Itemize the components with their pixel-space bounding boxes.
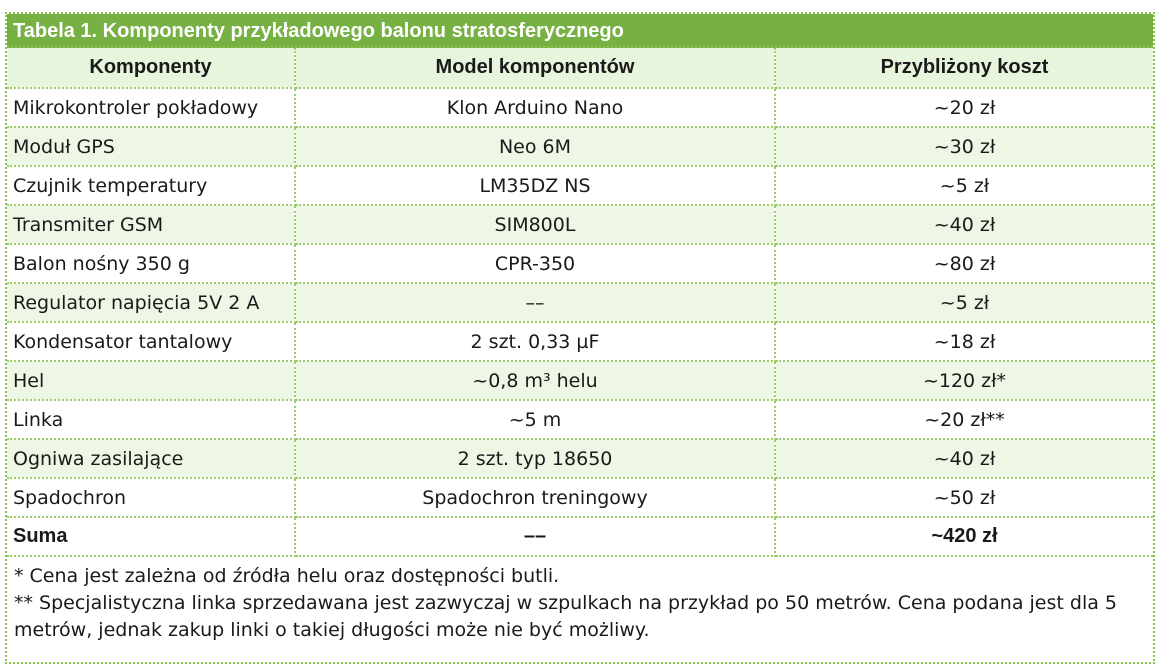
cell-name: Ogniwa zasilające <box>7 439 295 478</box>
table-title: Tabela 1. Komponenty przykładowego balonu stratosferycznego <box>7 14 1153 48</box>
cell-name: Hel <box>7 361 295 400</box>
table-row <box>7 478 1153 517</box>
sum-model: –– <box>295 517 775 556</box>
cell-cost: ~40 zł <box>775 439 1153 478</box>
cell-name: Regulator napięcia 5V 2 A <box>7 283 295 322</box>
footnote-line: ** Specjalistyczna linka sprzedawana jest zazwyczaj w szpulkach na przykład po 50 metrów. Cena podana jest dla 5 metrów, jednak zakup linki o takiej długości może nie być możliwy. <box>14 592 1117 641</box>
cell-cost: ~120 zł* <box>775 361 1153 400</box>
cell-cost: ~50 zł <box>775 478 1153 517</box>
cell-cost: ~80 zł <box>775 244 1153 283</box>
footnotes <box>7 557 1153 644</box>
table-frame <box>5 12 1155 664</box>
table-row <box>7 439 1153 478</box>
cell-name: Transmiter GSM <box>7 205 295 244</box>
table-row <box>7 244 1153 283</box>
cell-model: 2 szt. 0,33 µF <box>295 322 775 361</box>
cell-name: Mikrokontroler pokładowy <box>7 88 295 127</box>
table-row <box>7 88 1153 127</box>
cell-model: Klon Arduino Nano <box>295 88 775 127</box>
cell-model: Neo 6M <box>295 127 775 166</box>
components-table <box>7 48 1153 557</box>
cell-name: Spadochron <box>7 478 295 517</box>
sum-cost: ~420 zł <box>775 517 1153 556</box>
header-model: Model komponentów <box>295 48 775 88</box>
header-component: Komponenty <box>7 48 295 88</box>
cell-cost: ~30 zł <box>775 127 1153 166</box>
cell-model: CPR-350 <box>295 244 775 283</box>
cell-model: ~0,8 m³ helu <box>295 361 775 400</box>
cell-name: Linka <box>7 400 295 439</box>
sum-label: Suma <box>7 517 295 556</box>
cell-name: Kondensator tantalowy <box>7 322 295 361</box>
table-row <box>7 322 1153 361</box>
table-row <box>7 205 1153 244</box>
header-cost: Przybliżony koszt <box>775 48 1153 88</box>
cell-cost: ~18 zł <box>775 322 1153 361</box>
table-row <box>7 127 1153 166</box>
cell-cost: ~40 zł <box>775 205 1153 244</box>
table-row <box>7 361 1153 400</box>
cell-model: 2 szt. typ 18650 <box>295 439 775 478</box>
cell-name: Czujnik temperatury <box>7 166 295 205</box>
cell-model: SIM800L <box>295 205 775 244</box>
cell-name: Moduł GPS <box>7 127 295 166</box>
cell-cost: ~20 zł <box>775 88 1153 127</box>
table-row <box>7 166 1153 205</box>
header-row <box>7 48 1153 88</box>
cell-model: Spadochron treningowy <box>295 478 775 517</box>
cell-cost: ~5 zł <box>775 166 1153 205</box>
sum-row <box>7 517 1153 556</box>
cell-cost: ~5 zł <box>775 283 1153 322</box>
table-row <box>7 283 1153 322</box>
cell-cost: ~20 zł** <box>775 400 1153 439</box>
cell-name: Balon nośny 350 g <box>7 244 295 283</box>
footnote-helium: * Cena jest zależna od źródła helu oraz dostępności butli. <box>14 565 560 587</box>
cell-model: –– <box>295 283 775 322</box>
table-row <box>7 400 1153 439</box>
cell-model: ~5 m <box>295 400 775 439</box>
cell-model: LM35DZ NS <box>295 166 775 205</box>
